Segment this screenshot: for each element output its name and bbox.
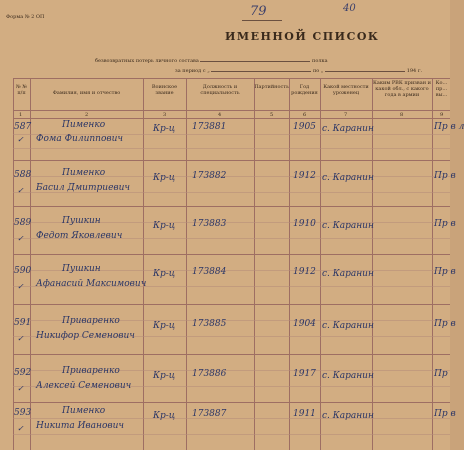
row-line [13,254,450,255]
row-number: 588 [14,170,32,180]
col-header-cut: Ко... пр... вы... [435,80,448,98]
row-origin: с. Каранин [322,221,374,231]
page-number-alt: 40 [343,3,356,14]
row-given-names: Басил Дмитриевич [36,183,131,193]
col-header-number: № № п/п [15,84,28,96]
row-surname: Приваренко [62,366,120,376]
row-line [13,354,450,355]
row-birth-year: 1912 [293,267,316,277]
row-rank: Кр-ц [153,371,176,381]
row-position: 173884 [192,267,227,277]
row-surname: Пушкин [62,216,101,226]
row-line [13,160,450,161]
row-birth-year: 1905 [293,122,316,132]
ruling [13,148,450,149]
page-number: 79 [250,4,267,19]
page-title: ИМЕННОЙ СПИСОК [225,30,380,43]
row-origin: с. Каранин [322,321,374,331]
row-cut-text: Пр [434,369,448,379]
col-index: 2 [85,112,89,118]
check-mark: ✓ [17,282,24,291]
row-cut-text: Пр в [434,409,456,419]
row-position: 173881 [192,122,227,132]
row-origin: с. Каранин [322,124,374,134]
row-given-names: Афанасий Максимович [36,279,147,289]
page-number-underline [242,20,282,21]
col-index: 3 [163,112,167,118]
row-position: 173883 [192,219,227,229]
row-number: 593 [14,408,32,418]
row-rank: Кр-ц [153,321,176,331]
row-surname: Приваренко [62,316,120,326]
row-rank: Кр-ц [153,173,176,183]
subtitle-end: полка [312,58,328,64]
col-header-position: Должность и специальность [200,84,240,96]
col-header-rank: Воинское звание [151,84,178,96]
row-given-names: Алексей Семенович [36,381,132,391]
row-cut-text: Пр в л [434,122,464,132]
row-number: 591 [14,318,32,328]
col-index: 8 [400,112,404,118]
row-given-names: Никита Иванович [36,421,125,431]
row-origin: с. Каранин [322,411,374,421]
row-given-names: Федот Яковлевич [36,231,123,241]
period-year: 194 г. [406,68,423,74]
index-row-line [13,118,450,119]
row-birth-year: 1904 [293,319,316,329]
col-header-birth-year: Год рождения [291,84,318,96]
row-origin: с. Каранин [322,173,374,183]
col-index: 6 [303,112,307,118]
row-rank: Кр-ц [153,221,176,231]
col-index: 9 [440,112,444,118]
col-header-rvk: Каким РВК призван и какой обл., с какого года в армии [373,80,431,98]
row-position: 173882 [192,171,227,181]
row-rank: Кр-ц [153,269,176,279]
check-mark: ✓ [17,135,24,144]
check-mark: ✓ [17,334,24,343]
col-index: 4 [218,112,222,118]
ruling [13,434,450,435]
row-position: 173886 [192,369,227,379]
row-rank: Кр-ц [153,124,176,134]
period-to: по „ [312,68,324,74]
row-number: 590 [14,266,32,276]
row-surname: Пименко [62,406,106,416]
row-surname: Пименко [62,168,106,178]
table-top-line [13,78,450,79]
row-birth-year: 1912 [293,171,316,181]
check-mark: ✓ [17,234,24,243]
row-number: 589 [14,218,32,228]
row-surname: Пименко [62,120,106,130]
check-mark: ✓ [17,424,24,433]
period-from: за период с „ [175,68,210,74]
col-index: 1 [19,112,23,118]
row-position: 173885 [192,319,227,329]
row-position: 173887 [192,409,227,419]
form-label: Форма № 2 ОП [6,14,45,20]
row-given-names: Фома Филиппович [36,134,124,144]
col-header-party: Партийность [254,84,289,90]
row-surname: Пушкин [62,264,101,274]
ruling [13,418,450,419]
col-index: 5 [270,112,274,118]
subtitle-text: безвозвратных потерь личного состава [95,58,199,64]
row-line [13,304,450,305]
row-number: 587 [14,122,32,132]
row-cut-text: Пр в [434,267,456,277]
check-mark: ✓ [17,384,24,393]
subtitle [95,58,328,64]
row-given-names: Никифор Семенович [36,331,135,341]
row-cut-text: Пр в [434,219,456,229]
row-birth-year: 1911 [293,409,316,419]
period-line [175,68,422,74]
row-birth-year: 1917 [293,369,316,379]
row-origin: с. Каранин [322,371,374,381]
row-line [13,402,450,403]
header-bottom-line [13,110,450,111]
row-origin: с. Каранин [322,269,374,279]
col-header-origin: Какой местности уроженец [323,84,369,96]
row-number: 592 [14,368,32,378]
row-rank: Кр-ц [153,411,176,421]
col-header-name: Фамилия, имя и отчество [52,90,121,96]
row-cut-text: Пр в [434,171,456,181]
row-birth-year: 1910 [293,219,316,229]
row-cut-text: Пр в [434,319,456,329]
row-line [13,206,450,207]
col-index: 7 [344,112,348,118]
check-mark: ✓ [17,186,24,195]
